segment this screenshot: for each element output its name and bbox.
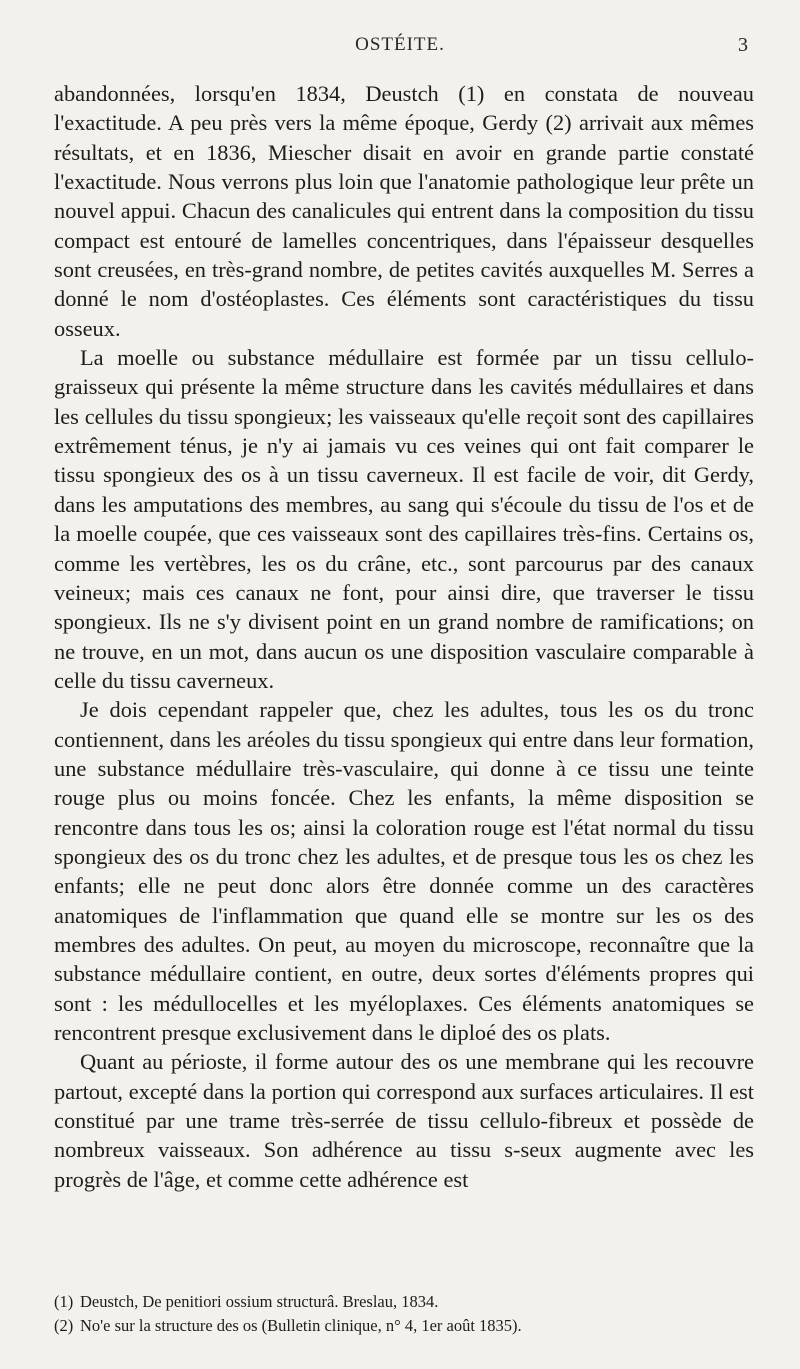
page-header — [0, 34, 800, 64]
running-title: OSTÉITE. — [355, 34, 445, 55]
footnote-1 — [54, 1290, 754, 1314]
footnote-2 — [54, 1314, 754, 1338]
footnote-1-text: Deustch, De penitiori ossium structurâ. Breslau, 1834. — [80, 1292, 439, 1311]
page-number: 3 — [738, 34, 748, 56]
paragraph-4: Quant au périoste, il forme autour des os une membrane qui les recouvre partout, excepté dans la portion qui correspond aux surfaces articulaires. Il est constitué par une trame très-serrée de tissu cellulo-fibreux et possède de nombreux vaisseaux. Son adhérence au tissu s-seux augmente avec les progrès de l'âge, et comme cette adhérence est — [54, 1049, 754, 1192]
footnotes — [54, 1290, 754, 1338]
footnote-1-mark: (1) — [54, 1292, 74, 1311]
body-text — [54, 79, 754, 1194]
paragraph-2: La moelle ou substance médullaire est formée par un tissu cellulo-graisseux qui présente la même structure dans les cavités médullaires et dans les cellules du tissu spongieux; les vaisseaux qu'elle reçoit sont des capillaires extrêmement ténus, je n'y ai jamais vu ces veines qui ont fait comparer le tissu spongieux des os à un tissu caverneux. Il est facile de voir, dit Gerdy, dans les amputations des membres, au sang qui s'écoule du tissu de l'os et de la moelle coupée, que ces vaisseaux sont des capillaires très-fins. Certains os, comme les vertèbres, les os du crâne, etc., sont parcourus par des canaux veineux; mais ces canaux ne font, pour ainsi dire, que traverser le tissu spongieux. Ils ne s'y divisent point en un grand nombre de ramifications; on ne trouve, en un mot, dans aucun os une disposition vasculaire comparable à celle du tissu caverneux. — [54, 345, 754, 693]
footnote-2-mark: (2) — [54, 1316, 74, 1335]
footnote-2-text: No'e sur la structure des os (Bulletin clinique, n° 4, 1er août 1835). — [80, 1316, 522, 1335]
paragraph-3: Je dois cependant rappeler que, chez les adultes, tous les os du tronc contiennent, dans les aréoles du tissu spongieux qui entre dans leur formation, une substance médullaire très-vasculaire, qui donne à ce tissu une teinte rouge plus ou moins foncée. Chez les enfants, la même disposition se rencontre dans tous les os; ainsi la coloration rouge est l'état normal du tissu spongieux des os du tronc chez les adultes, et de presque tous les os chez les enfants; elle ne peut donc alors être donnée comme un des caractères anatomiques de l'inflammation que quand elle se montre sur les os des membres des adultes. On peut, au moyen du microscope, reconnaître que la substance médullaire contient, en outre, deux sortes d'éléments propres qui sont : les médullocelles et les myéloplaxes. Ces éléments anatomiques se rencontrent presque exclusivement dans le diploé des os plats. — [54, 697, 754, 1045]
paragraph-1: abandonnées, lorsqu'en 1834, Deustch (1) en constata de nouveau l'exactitude. A peu près vers la même époque, Gerdy (2) arrivait aux mêmes résultats, et en 1836, Miescher disait en avoir en grande partie constaté l'exactitude. Nous verrons plus loin que l'anatomie pathologique leur prête un nouvel appui. Chacun des canalicules qui entrent dans la composition du tissu compact est entouré de lamelles concentriques, dans l'épaisseur desquelles sont creusées, en très-grand nombre, de petites cavités auxquelles M. Serres a donné le nom d'ostéoplastes. Ces éléments sont caractéristiques du tissu osseux. — [54, 81, 754, 341]
